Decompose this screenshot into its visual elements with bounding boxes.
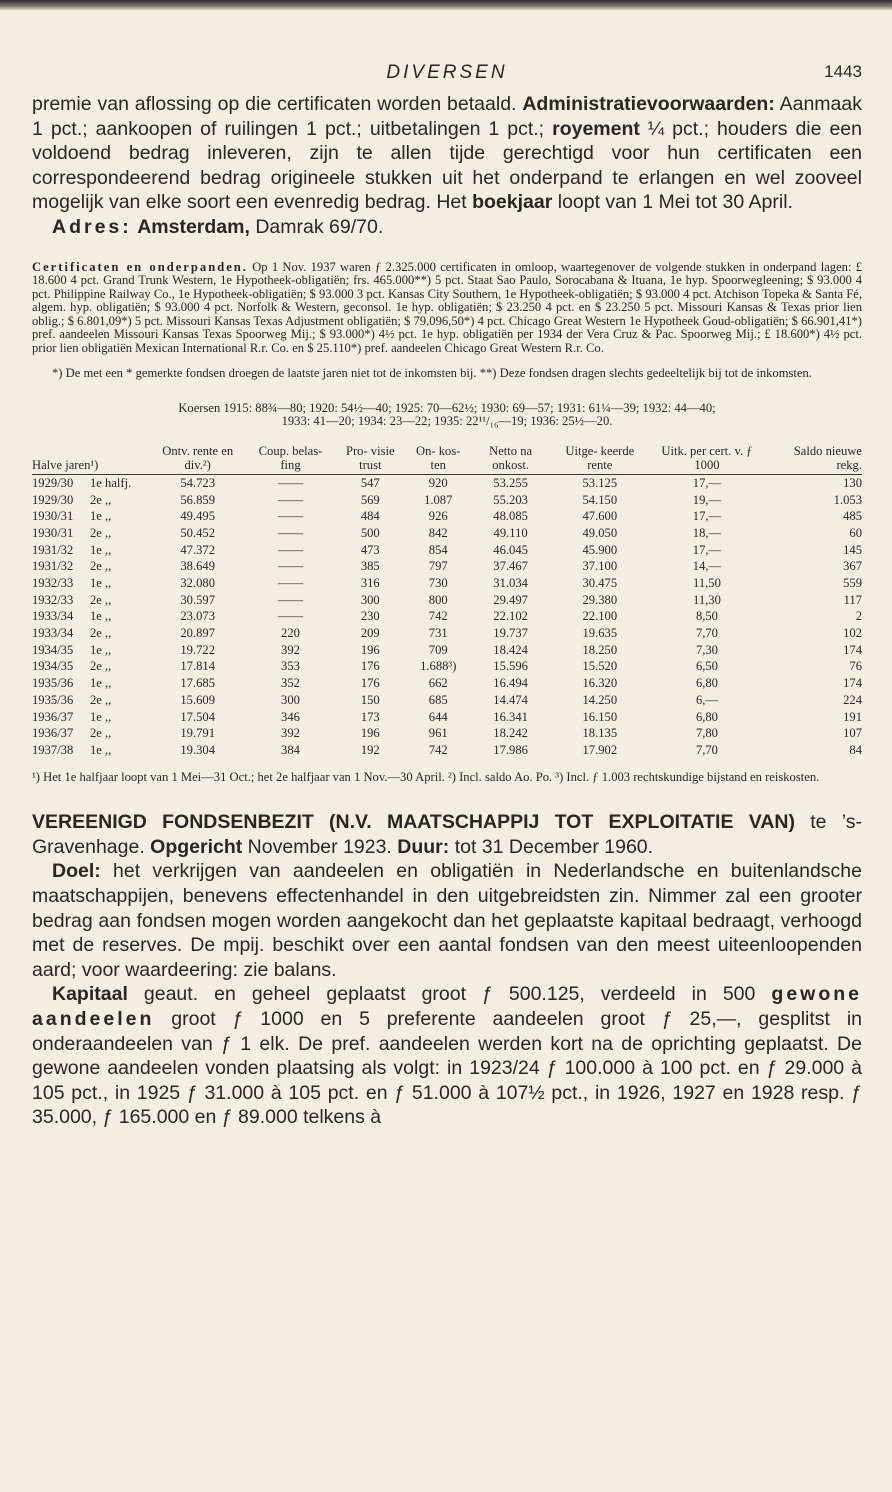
label-duur: Duur: — [397, 835, 450, 858]
period-cell: 1931/32 — [32, 559, 74, 574]
value-cell: 7,30 — [695, 642, 718, 657]
value-cell: 45.900 — [582, 542, 618, 557]
half-year-cell: 2e ,, — [90, 592, 112, 607]
certificates-label: Certificaten en onderpanden. — [32, 259, 248, 274]
value-cell: 644 — [428, 709, 448, 724]
value-cell: 19.304 — [180, 742, 216, 757]
period-cell: 1935/36 — [32, 676, 74, 691]
text-run: tot 31 December 1960. — [449, 835, 654, 858]
text-run: geaut. en geheel geplaatst groot ƒ 500.125, verdeeld in 500 — [127, 983, 772, 1006]
col-header: On- kos- ten — [407, 445, 470, 475]
value-cell: 742 — [428, 742, 448, 757]
value-cell: 37.467 — [493, 559, 528, 574]
table-row — [32, 592, 862, 609]
period-cell: 1929/30 — [32, 492, 74, 507]
value-cell: 37.100 — [582, 559, 618, 574]
value-cell: 569 — [360, 492, 380, 507]
value-cell: 17.814 — [180, 659, 216, 674]
period-cell: 1937/38 — [32, 742, 74, 757]
half-year-cell: 2e ,, — [90, 726, 112, 741]
value-cell: 176 — [360, 659, 380, 674]
half-year-cell: 1e ,, — [90, 742, 112, 757]
value-cell: 209 — [360, 626, 380, 641]
value-cell: 7,70 — [695, 742, 718, 757]
value-cell: 49.495 — [180, 509, 216, 524]
value-cell: 15.520 — [582, 659, 618, 674]
value-cell: 19.791 — [180, 726, 216, 741]
value-cell: 47.600 — [582, 509, 618, 524]
half-year-cell: 2e ,, — [90, 626, 112, 641]
value-cell: 174 — [843, 642, 862, 657]
table-row — [32, 692, 862, 709]
value-cell: 742 — [428, 609, 448, 624]
value-cell: 19.635 — [582, 626, 618, 641]
value-cell: 53.255 — [493, 475, 528, 490]
col-header: Coup. belas- fing — [247, 445, 333, 475]
value-cell: 173 — [360, 709, 380, 724]
value-cell: 300 — [281, 692, 300, 707]
value-cell: 32.080 — [180, 576, 216, 590]
value-cell: 18.242 — [493, 726, 528, 741]
value-cell: 84 — [849, 742, 862, 757]
value-cell: 22.100 — [582, 609, 618, 624]
period-cell: 1933/34 — [32, 626, 74, 641]
period-cell: 1936/37 — [32, 709, 74, 724]
value-cell: 48.085 — [493, 509, 528, 524]
text-run: het verkrijgen van aandeelen en obligatiën in Nederlandsche en buitenlandsche maatschappijen, benevens effectenhandel in den uitgebreidsten zin. Nimmer zal een grooter bedrag aan fondsen mogen worden aangekocht dan het geplaatste kapitaal bedraagt, verhoogd met de reserves. De mpij. beschikt over een aantal fondsen van den meest uiteenloopenden aard; voor waardeering: zie balans. — [32, 860, 862, 981]
half-year-cell: 2e ,, — [90, 559, 112, 574]
table-row — [32, 475, 862, 492]
value-cell: 145 — [843, 542, 862, 557]
text-run: loopt van 1 Mei tot 30 April. — [552, 191, 793, 214]
value-cell: 484 — [360, 509, 380, 524]
value-cell: 18,— — [692, 525, 722, 540]
value-cell: —— — [277, 525, 304, 540]
value-cell: 19.737 — [493, 626, 528, 641]
period-cell: 1936/37 — [32, 726, 74, 741]
value-cell: 191 — [843, 709, 862, 724]
heading-royement: royement — [552, 117, 640, 140]
value-cell: 17,— — [692, 542, 722, 557]
value-cell: 130 — [843, 475, 862, 490]
heading-boekjaar: boekjaar — [472, 191, 553, 214]
address-label: Adres: — [52, 215, 132, 238]
table-row — [32, 642, 862, 659]
financial-table — [32, 445, 862, 759]
value-cell: 11,50 — [693, 576, 721, 590]
period-cell: 1931/32 — [32, 542, 74, 557]
value-cell: 15.596 — [493, 659, 528, 674]
value-cell: —— — [277, 592, 304, 607]
text-run: groot ƒ 1000 en 5 preferente aandeelen groot ƒ 25,—, gesplitst in onderaandeelen van ƒ 1 elk. De pref. aandeelen werden kort na de oprichting geplaatst. De gewone aandeelen vonden plaatsing als volgt: in 1923/24 ƒ 100.000 à 100 pct. en ƒ 29.000 à 105 pct., in 1925 ƒ 31.000 à 105 pct. en ƒ 51.000 à 107½ pct., in 1926, 1927 en 1928 resp. ƒ 35.000, ƒ 165.000 en ƒ 89.000 telkens à — [32, 1008, 862, 1129]
table-row — [32, 575, 862, 592]
value-cell: 14.474 — [493, 692, 528, 707]
value-cell: 49.110 — [493, 525, 528, 540]
value-cell: 7,70 — [695, 626, 718, 641]
value-cell: 11,30 — [693, 592, 721, 607]
col-header: Uitge- keerde rente — [552, 445, 648, 475]
value-cell: 16.341 — [493, 709, 528, 724]
value-cell: 174 — [843, 676, 862, 691]
value-cell: 6,80 — [695, 709, 718, 724]
value-cell: 316 — [360, 576, 380, 590]
period-cell: 1933/34 — [32, 609, 74, 624]
period-cell: 1930/31 — [32, 509, 74, 524]
period-cell: 1934/35 — [32, 642, 74, 657]
value-cell: 107 — [843, 726, 862, 741]
value-cell: 31.034 — [493, 576, 528, 590]
value-cell: —— — [277, 609, 304, 624]
table-row — [32, 508, 862, 525]
page-header — [32, 58, 862, 92]
value-cell: 55.203 — [493, 492, 528, 507]
company-name: VEREENIGD FONDSENBEZIT (N.V. MAATSCHAPPIJ TOT EXPLOITATIE VAN) — [32, 811, 795, 834]
value-cell: 19,— — [692, 492, 722, 507]
value-cell: 17.986 — [493, 742, 528, 757]
table-row — [32, 542, 862, 559]
value-cell: 17,— — [692, 509, 722, 524]
value-cell: 6,80 — [695, 676, 718, 691]
half-year-cell: 1e ,, — [90, 576, 112, 590]
value-cell: 53.125 — [582, 475, 618, 490]
footnote-asterisk: *) De met een * gemerkte fondsen droegen de laatste jaren niet tot de inkomsten bij. **) Deze fondsen dragen slechts gedeeltelijk bij tot de inkomsten. — [52, 366, 812, 381]
label-doel: Doel: — [52, 860, 101, 883]
label-opgericht: Opgericht — [150, 835, 243, 858]
value-cell: 731 — [428, 626, 448, 641]
value-cell: 60 — [849, 525, 862, 540]
period-cell: 1935/36 — [32, 692, 74, 707]
text-run: premie van aflossing op die certificaten worden betaald. — [32, 93, 523, 115]
table-row — [32, 625, 862, 642]
rates-line: 1933: 41—20; 1934: 23—22; 1935: 22¹¹/₁₆—19; 1936: 25½—20. — [281, 414, 613, 429]
half-year-cell: 1e ,, — [90, 709, 112, 724]
label-kapitaal: Kapitaal — [52, 983, 128, 1006]
value-cell: —— — [277, 559, 304, 574]
value-cell: 2 — [855, 609, 862, 624]
value-cell: 346 — [281, 709, 300, 724]
value-cell: 662 — [428, 676, 448, 691]
value-cell: 685 — [428, 692, 448, 707]
value-cell: 23.073 — [180, 609, 216, 624]
period-cell: 1934/35 — [32, 659, 74, 674]
value-cell: 367 — [843, 559, 862, 574]
value-cell: —— — [277, 475, 304, 490]
value-cell: 102 — [843, 626, 862, 641]
half-year-cell: 1e ,, — [90, 542, 112, 557]
rates-line: Koersen 1915: 88¾—80; 1920: 54½—40; 1925: 70—62½; 1930: 69—57; 1931: 61¼—39; 1932: 44—40; — [178, 400, 716, 415]
half-year-cell: 2e ,, — [90, 492, 112, 507]
value-cell: 54.723 — [180, 475, 216, 490]
value-cell: 1.688³) — [420, 659, 457, 674]
value-cell: 353 — [281, 659, 300, 674]
value-cell: 797 — [428, 559, 448, 574]
scan-edge — [0, 0, 892, 10]
col-header: Halve jaren¹) — [32, 445, 148, 475]
value-cell: 196 — [360, 642, 380, 657]
value-cell: 20.897 — [180, 626, 216, 641]
value-cell: 50.452 — [180, 525, 216, 540]
table-body — [32, 475, 862, 759]
table-row — [32, 659, 862, 676]
value-cell: 15.609 — [180, 692, 216, 707]
half-year-cell: 1e ,, — [90, 609, 112, 624]
value-cell: 220 — [281, 626, 300, 641]
table-row — [32, 558, 862, 575]
address-city: Amsterdam, — [137, 215, 250, 238]
value-cell: 150 — [360, 692, 380, 707]
value-cell: —— — [277, 576, 304, 590]
heading-admin: Administratievoorwaarden: — [522, 93, 775, 115]
value-cell: 854 — [428, 542, 448, 557]
value-cell: 926 — [428, 509, 448, 524]
value-cell: 500 — [360, 525, 380, 540]
table-header-row — [32, 445, 862, 475]
table-row — [32, 492, 862, 509]
col-header: Ontv. rente en div.²) — [148, 445, 247, 475]
value-cell: 730 — [428, 576, 448, 590]
value-cell: 54.150 — [582, 492, 618, 507]
value-cell: 56.859 — [180, 492, 216, 507]
value-cell: 920 — [428, 475, 448, 490]
value-cell: 16.494 — [493, 676, 528, 691]
company-section — [32, 810, 862, 1130]
value-cell: —— — [277, 542, 304, 557]
company-location: te ’s-Gravenhage. — [32, 811, 862, 858]
value-cell: 49.050 — [582, 525, 618, 540]
value-cell: 300 — [360, 592, 380, 607]
value-cell: 38.649 — [180, 559, 216, 574]
table-row — [32, 725, 862, 742]
running-title: DIVERSEN — [386, 62, 508, 83]
value-cell: 7,80 — [695, 726, 718, 741]
value-cell: 22.102 — [493, 609, 528, 624]
value-cell: 18.135 — [582, 726, 618, 741]
value-cell: 230 — [360, 609, 380, 624]
text-run: November 1923. — [242, 835, 398, 858]
lead-paragraph — [32, 92, 862, 240]
value-cell: 6,— — [695, 692, 718, 707]
text-run: ¼ pct.; houders die een voldoend bedrag inleveren, zijn te allen tijde gerechtigd voor hun certificaten een correspondeerend bedrag origineele stukken uit het onderpand te erlangen en wel zooveel mogelijk van elke soort een evenredig bedrag. Het — [32, 117, 862, 214]
half-year-cell: 1e ,, — [90, 676, 112, 691]
value-cell: 485 — [843, 509, 862, 524]
value-cell: 17,— — [692, 475, 722, 490]
page-number: 1443 — [824, 62, 862, 81]
half-year-cell: 2e ,, — [90, 525, 112, 540]
value-cell: 961 — [428, 726, 448, 741]
period-cell: 1932/33 — [32, 576, 74, 590]
half-year-cell: 2e ,, — [90, 692, 112, 707]
value-cell: 117 — [843, 592, 862, 607]
rates-paragraph — [32, 402, 862, 429]
col-header: Uitk. per cert. v. ƒ 1000 — [648, 445, 766, 475]
value-cell: 1.053 — [833, 492, 862, 507]
period-cell: 1930/31 — [32, 525, 74, 540]
period-cell: 1929/30 — [32, 475, 74, 490]
value-cell: 14,— — [692, 559, 722, 574]
period-cell: 1932/33 — [32, 592, 74, 607]
value-cell: 29.380 — [582, 592, 618, 607]
value-cell: —— — [277, 509, 304, 524]
value-cell: 19.722 — [180, 642, 216, 657]
value-cell: 392 — [281, 642, 300, 657]
value-cell: 29.497 — [493, 592, 528, 607]
half-year-cell: 1e ,, — [90, 509, 112, 524]
half-year-cell: 1e halfj. — [90, 475, 132, 490]
table-row — [32, 675, 862, 692]
value-cell: 352 — [281, 676, 300, 691]
table-row — [32, 609, 862, 626]
value-cell: 192 — [360, 742, 380, 757]
value-cell: 384 — [281, 742, 300, 757]
value-cell: 709 — [428, 642, 448, 657]
value-cell: 46.045 — [493, 542, 528, 557]
half-year-cell: 2e ,, — [90, 659, 112, 674]
value-cell: 559 — [843, 576, 862, 590]
table-row — [32, 709, 862, 726]
value-cell: 8,50 — [695, 609, 718, 624]
value-cell: 18.250 — [582, 642, 618, 657]
value-cell: 16.150 — [582, 709, 618, 724]
value-cell: 17.685 — [180, 676, 216, 691]
value-cell: 30.475 — [582, 576, 618, 590]
value-cell: 196 — [360, 726, 380, 741]
value-cell: 6,50 — [695, 659, 718, 674]
certificates-text: Op 1 Nov. 1937 waren ƒ 2.325.000 certificaten in omloop, waartegenover de volgende stukken in onderpand lagen: £ 18.600 4 pct. Grand Trunk Western, 1e Hypotheek-obligatiën; frs. 465.000**) 5 pct. Staat Sao Paulo, Sorocabana & Ituana, 1e hyp. Spoorwegleening; $ 93.000 4 pct. Philippine Railway Co., 1e Hypotheek-obligatiën; $ 93.000 3 pct. Kansas City Southern, 1e Hypotheek-obligatiën; $ 93.000 4 pct. Atchison Topeka & Santa Fé, algem. hyp. obligatiën; $ 93.000 4 pct. Norfolk & Western, geconsol. 1e hyp. obligatiën; $ 23.250 4 pct. en $ 23.250 5 pct. Missouri Kansas & Texas prior lien oblig.; $ 6.801,09*) 5 pct. Missouri Kansas Texas Adjustment obligatiën; $ 79.096,50*) 4 pct. Chicago Great Western 1e Hypotheek Goud-obligatiën; $ 66.901,41*) pref. aandeelen Missouri Kansas Texas Spoorweg Mij.; $ 93.000*) 4½ pct. 1e hyp. obligatiën per 1934 der Vera Cruz & Pac. Spoorweg Mij.; £ 18.600*) 4½ pct. prior lien obligatiën Mexican International R.r. Co. en $ 25.110*) pref. aandeelen Chicago Great Western R.r. Co. — [32, 259, 863, 355]
address-line — [32, 215, 862, 240]
label-gewone-aandeelen: gewone aandeelen — [32, 983, 862, 1031]
table-row — [32, 742, 862, 759]
col-header: Pro- visie trust — [334, 445, 407, 475]
certificates-paragraph — [32, 261, 862, 356]
value-cell: 18.424 — [493, 642, 528, 657]
value-cell: 385 — [360, 559, 380, 574]
value-cell: 47.372 — [180, 542, 216, 557]
value-cell: 76 — [849, 659, 862, 674]
footnote-table: ¹) Het 1e halfjaar loopt van 1 Mei—31 Oct.; het 2e halfjaar van 1 Nov.—30 April. ²) Incl. saldo Ao. Po. ³) Incl. ƒ 1.003 rechtskundige bijstand en reiskosten. — [32, 769, 820, 784]
value-cell: —— — [277, 492, 304, 507]
value-cell: 547 — [360, 475, 380, 490]
value-cell: 842 — [428, 525, 448, 540]
table-row — [32, 525, 862, 542]
document-page — [32, 58, 862, 1130]
col-header: Saldo nieuwe rekg. — [766, 445, 862, 475]
value-cell: 14.250 — [582, 692, 618, 707]
value-cell: 176 — [360, 676, 380, 691]
half-year-cell: 1e ,, — [90, 642, 112, 657]
value-cell: 16.320 — [582, 676, 618, 691]
value-cell: 392 — [281, 726, 300, 741]
value-cell: 17.902 — [582, 742, 618, 757]
value-cell: 17.504 — [180, 709, 216, 724]
col-header: Netto na onkost. — [470, 445, 552, 475]
value-cell: 473 — [360, 542, 380, 557]
value-cell: 1.087 — [424, 492, 453, 507]
value-cell: 30.597 — [180, 592, 216, 607]
value-cell: 800 — [428, 592, 448, 607]
text-run: Aanmaak 1 pct.; aankoopen of ruilingen 1 pct.; uitbetalingen 1 pct.; — [32, 93, 862, 140]
value-cell: 224 — [843, 692, 862, 707]
address-street: Damrak 69/70. — [249, 215, 384, 238]
